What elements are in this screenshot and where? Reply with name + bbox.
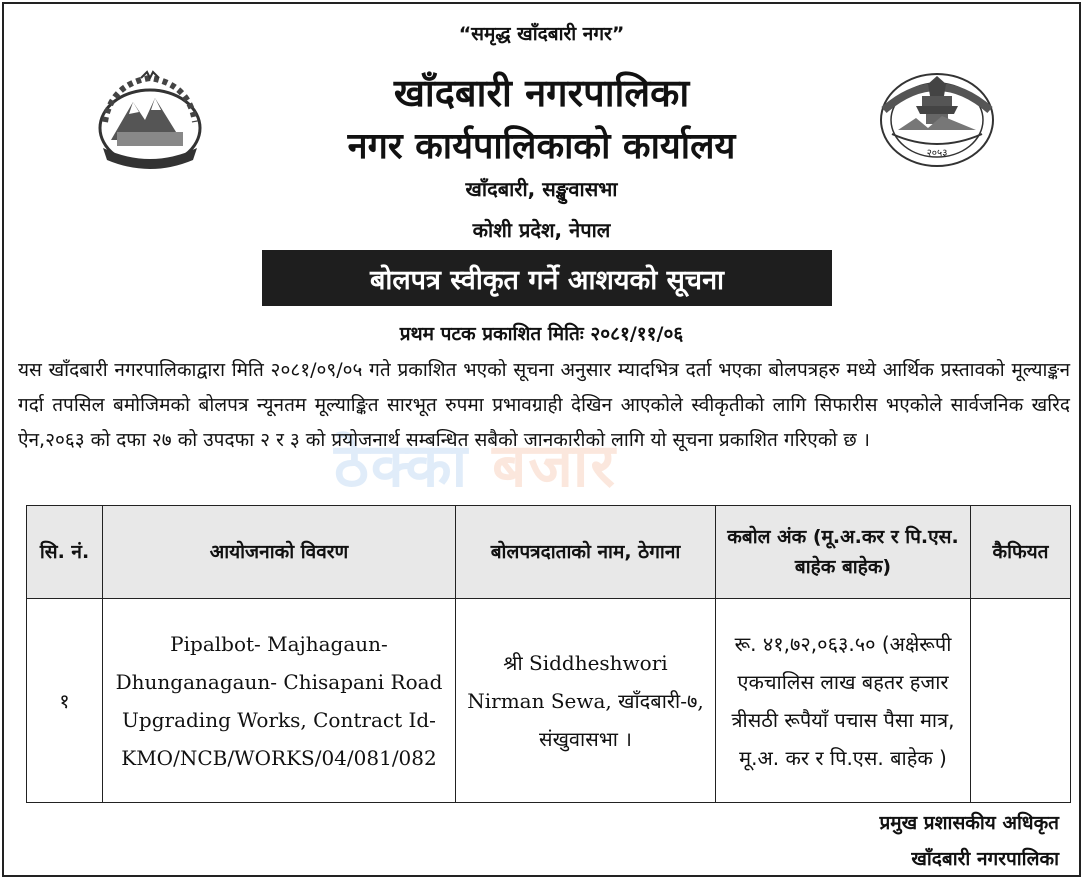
cell-project: Pipalbot- Majhagaun- Dhunganagaun- Chisapani Road Upgrading Works, Contract Id- KMO/NCB/WORKS/04/081/082 xyxy=(103,599,456,803)
header-bidder: बोलपत्रदाताको नाम, ठेगाना xyxy=(456,506,716,599)
cell-amount: रू. ४१,७२,०६३.५० (अक्षेरूपी एकचालिस लाख बहतर हजार त्रीसठी रूपैयाँ पचास पैसा मात्र, मू.अ. कर र पि.एस. बाहेक ) xyxy=(716,599,971,803)
address-line-1: खाँदबारी, सङ्खुवासभा xyxy=(465,177,618,201)
slogan: “समृद्ध खाँदबारी नगर” xyxy=(458,23,625,45)
cell-remarks xyxy=(971,599,1071,803)
cell-sn: १ xyxy=(27,599,103,803)
cell-bidder: श्री Siddheshwori Nirman Sewa, खाँदबारी-७, संखुवासभा । xyxy=(456,599,716,803)
watermark-part-2: बजार xyxy=(492,431,617,501)
header-sn: सि. नं. xyxy=(27,506,103,599)
signatory-designation: प्रमुख प्रशासकीय अधिकृत xyxy=(879,812,1059,834)
notice-banner-text: बोलपत्र स्वीकृत गर्ने आशयको सूचना xyxy=(369,264,725,296)
published-date: प्रथम पटक प्रकाशित मितिः २०८१/११/०६ xyxy=(399,323,684,345)
header-project: आयोजनाको विवरण xyxy=(103,506,456,599)
header-amount: कबोल अंक (मू.अ.कर र पि.एस. बाहेक बाहेक) xyxy=(716,506,971,599)
header-remarks: कैफियत xyxy=(971,506,1071,599)
notice-body: यस खाँदबारी नगरपालिकाद्वारा मिति २०८१/०९/०५ गते प्रकाशित भएको सूचना अनुसार म्यादभित्र दर्ता भएका बोलपत्रहरु मध्ये आर्थिक प्रस्तावको मूल्याङ्कन गर्दा तपसिल बमोजिमको बोलपत्र न्यूनतम मूल्याङ्कित सारभूत रुपमा प्रभावग्राही देखिन आएकोले स्वीकृतीको लागि सिफारीस भएकोले सार्वजनिक खरिद ऐन,२०६३ को दफा २७ को उपदफा २ र ३ को प्रयोजनार्थ सम्बन्धित सबैको जानकारीको लागि यो सूचना प्रकाशित गरिएको छ । xyxy=(18,359,1070,451)
watermark-part-1: ठेक्का xyxy=(334,431,470,501)
notice-banner xyxy=(262,250,832,306)
municipality-title: खाँदबारी नगरपालिका xyxy=(393,71,690,115)
emblem-number: २०५३ xyxy=(926,148,948,159)
notice-page xyxy=(2,2,1081,877)
table-header-row xyxy=(27,506,1071,599)
signatory-office: खाँदबारी नगरपालिका xyxy=(911,848,1059,870)
address-line-2: कोशी प्रदेश, नेपाल xyxy=(472,218,611,242)
office-title: नगर कार्यपालिकाको कार्यालय xyxy=(347,126,736,167)
table-row xyxy=(27,599,1071,803)
bid-table xyxy=(26,505,1071,803)
